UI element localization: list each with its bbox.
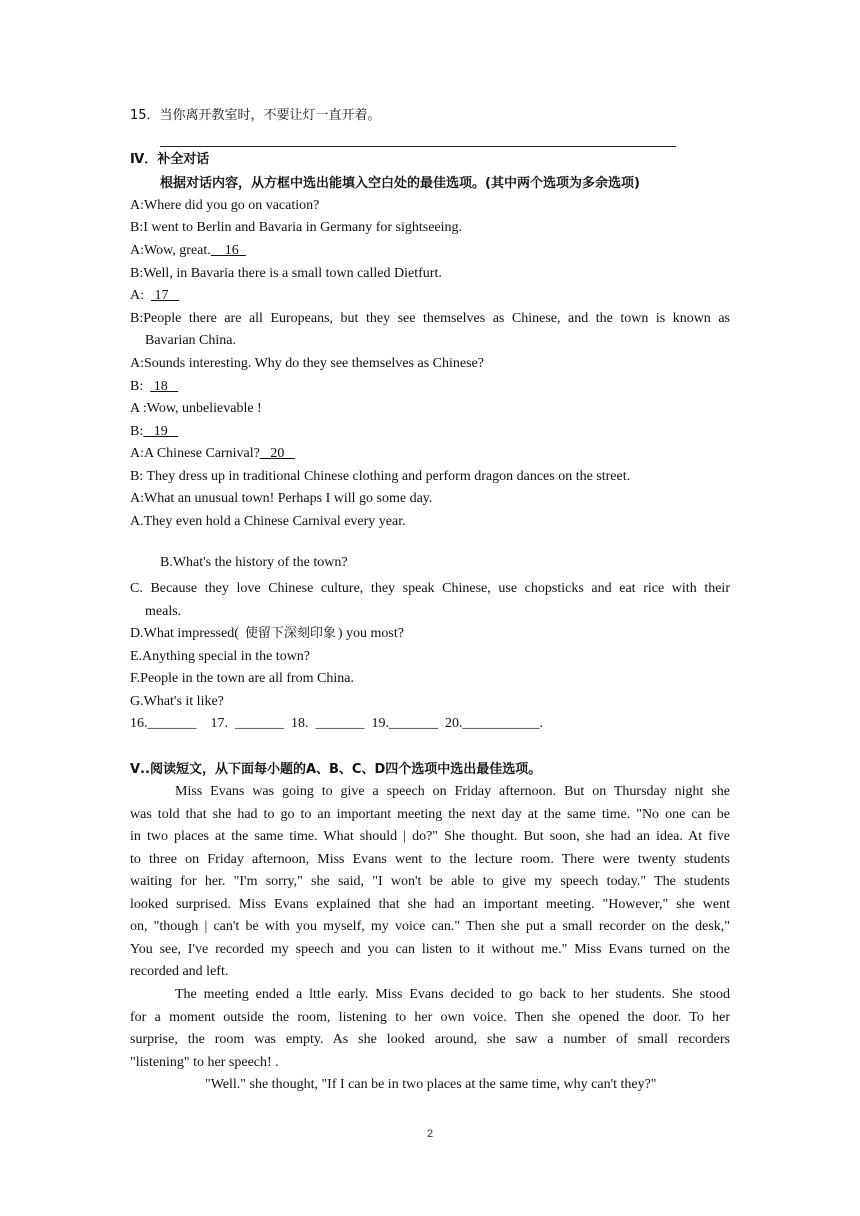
dialog-text: A:What an unusual town! Perhaps I will go some day. <box>130 491 433 506</box>
dialog-text: A:Where did you go on vacation? <box>130 198 320 213</box>
option-c-continued: meals. <box>145 604 182 619</box>
dialog-text: A: <box>130 288 151 303</box>
dialog-line <box>130 218 730 238</box>
option-d <box>130 624 730 644</box>
question-15: 15．当你离开教室时，不要让灯一直开着。 <box>130 108 381 123</box>
page-number: 2 <box>426 1128 434 1140</box>
dialog-text: A:Sounds interesting. Why do they see themselves as Chinese? <box>130 356 484 371</box>
passage-line: "Well." she thought, "If I can be in two places at the same time, why can't they?" <box>205 1077 657 1092</box>
option-c: C. Because they love Chinese culture, they speak Chinese, use chopsticks and eat rice with their <box>130 581 730 596</box>
dialog-line <box>130 309 730 329</box>
dialog-text: B: <box>130 379 151 394</box>
dialog-line <box>130 264 730 284</box>
option-f: F.People in the town are all from China. <box>130 671 354 686</box>
passage-line: on, "though | can't be with you myself, my voice can." Then she put a small recorder on the desk," <box>130 919 730 934</box>
passage-line: recorded and left. <box>130 964 229 979</box>
dialog-text: B: <box>130 424 144 439</box>
dialog-text: B: They dress up in traditional Chinese clothing and perform dragon dances on the street. <box>130 469 631 484</box>
dialog-line <box>145 331 745 351</box>
dialog-line <box>130 444 730 464</box>
dialog-line <box>130 377 730 397</box>
passage-line: waiting for her. "I'm sorry," she said, "I won't be able to give my speech today." The students <box>130 874 730 889</box>
blank-17: 17 <box>151 288 179 303</box>
section-5-title: Ⅴ..阅读短文，从下面每小题的A、B、C、D四个选项中选出最佳选项。 <box>130 762 542 777</box>
option-d-text: D.What impressed( <box>130 626 239 641</box>
dialog-text: B:People there are all Europeans, but they see themselves as Chinese, and the town is known as <box>130 311 730 326</box>
dialog-text: A :Wow, unbelievable ! <box>130 401 262 416</box>
dialog-line <box>130 399 730 419</box>
option-g: G.What's it like? <box>130 694 224 709</box>
section-4-instruction: 根据对话内容，从方框中选出能填入空白处的最佳选项。(其中两个选项为多余选项) <box>160 176 640 191</box>
dialog-line <box>130 354 730 374</box>
dialog-text: B:I went to Berlin and Bavaria in Germany for sightseeing. <box>130 220 463 235</box>
passage-line: looked surprised. Miss Evans explained that she had an important meeting. "However," she went <box>130 897 730 912</box>
passage-line: You see, I've recorded my speech and you can listen to it without me." Miss Evans turned on the <box>130 942 730 957</box>
answer-line: 16._______ 17. _______ 18. _______ 19._______ 20.___________. <box>130 716 543 731</box>
dialog-line <box>130 467 730 487</box>
dialog-text: A:Wow, great. <box>130 243 211 258</box>
option-a: A.They even hold a Chinese Carnival every year. <box>130 514 406 529</box>
passage-line: was told that she had to go to an important meeting the next day at the same time. "No one can be <box>130 807 730 822</box>
dialog-line <box>130 286 730 306</box>
option-b: B.What's the history of the town? <box>160 555 348 570</box>
passage-line: in two places at the same time. What should | do?" She thought. But soon, she had an idea. At five <box>130 829 730 844</box>
passage-line: surprise, the room was empty. As she looked around, she saw a number of small recorders <box>130 1032 730 1047</box>
dialog-text: A:A Chinese Carnival? <box>130 446 260 461</box>
blank-19: 19 <box>143 424 179 439</box>
blank-16: 16 <box>210 243 246 258</box>
passage-line: The meeting ended a lttle early. Miss Evans decided to go back to her students. She stood <box>175 987 730 1002</box>
passage-line: for a moment outside the room, listening to her own voice. Then she opened the door. To her <box>130 1010 730 1025</box>
passage-line: to three on Friday afternoon, Miss Evans went to the lecture room. There were twenty students <box>130 852 730 867</box>
option-d-gloss: 使留下深刻印象 <box>244 626 336 641</box>
section-4-title: Ⅳ．补全对话 <box>130 152 210 167</box>
dialog-line <box>130 241 730 261</box>
option-d-text-end: ) you most? <box>337 626 404 641</box>
blank-18: 18 <box>150 379 179 394</box>
blank-20: 20 <box>259 446 295 461</box>
dialog-text: Bavarian China. <box>145 333 236 348</box>
dialog-line <box>130 422 730 442</box>
dialog-line <box>130 196 730 216</box>
dialog-text: B:Well, in Bavaria there is a small town called Dietfurt. <box>130 266 442 281</box>
passage-line: Miss Evans was going to give a speech on Friday afternoon. But on Thursday night she <box>175 784 730 799</box>
dialog-line <box>130 489 730 509</box>
option-e: E.Anything special in the town? <box>130 649 311 664</box>
passage-line: "listening" to her speech! . <box>130 1055 279 1070</box>
answer-rule <box>160 146 676 147</box>
